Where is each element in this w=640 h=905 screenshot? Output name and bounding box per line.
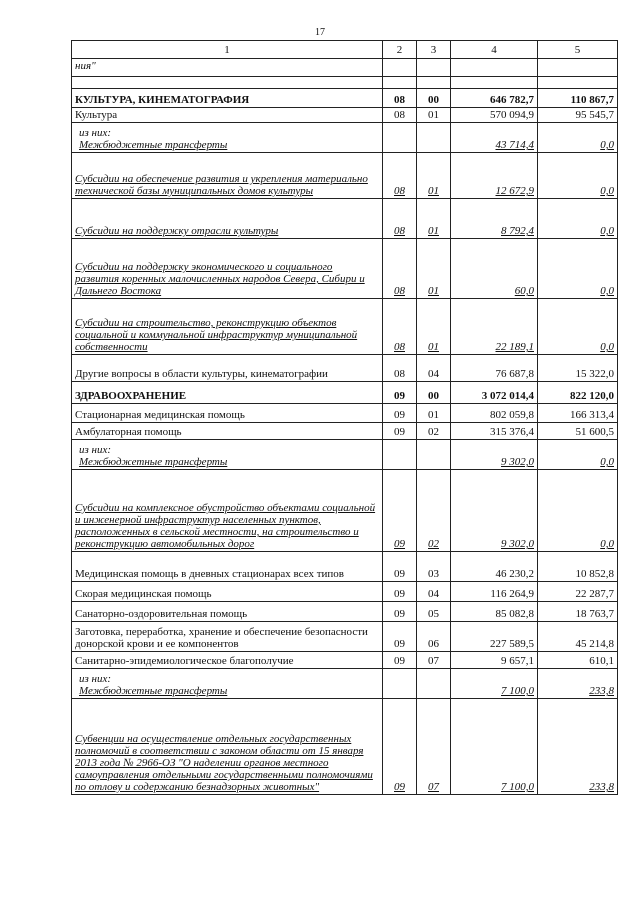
table-row — [72, 108, 618, 123]
table-header-row — [72, 41, 618, 59]
table-row — [72, 423, 618, 440]
row-name: Другие вопросы в области культуры, кинематографии — [72, 355, 383, 382]
row-subsection-code — [417, 59, 451, 77]
row-value-col4: 7 100,0 — [451, 699, 538, 795]
header-col-5: 5 — [538, 41, 618, 59]
table-row — [72, 582, 618, 602]
row-name: Санаторно-оздоровительная помощь — [72, 602, 383, 622]
row-subname: Межбюджетные трансферты — [79, 685, 228, 697]
row-section-code: 09 — [383, 423, 417, 440]
row-subsection-code — [417, 669, 451, 699]
row-name: Медицинская помощь в дневных стационарах всех типов — [72, 552, 383, 582]
row-value-col5: 15 322,0 — [538, 355, 618, 382]
row-subsection-code: 03 — [417, 552, 451, 582]
row-value-col4: 9 302,0 — [451, 440, 538, 470]
row-value-col5: 233,8 — [538, 699, 618, 795]
table-row — [72, 470, 618, 552]
table-row — [72, 622, 618, 652]
row-value-col4: 60,0 — [451, 239, 538, 299]
row-value-col4: 85 082,8 — [451, 602, 538, 622]
row-subsection-code: 02 — [417, 470, 451, 552]
row-subsection-code: 01 — [417, 299, 451, 355]
row-subheading: из них: — [79, 127, 112, 139]
row-value-col4: 9 302,0 — [451, 470, 538, 552]
row-value-col5: 233,8 — [538, 669, 618, 699]
row-section-code: 09 — [383, 582, 417, 602]
row-value-col4: 227 589,5 — [451, 622, 538, 652]
row-value-col5: 0,0 — [538, 123, 618, 153]
header-col-4: 4 — [451, 41, 538, 59]
row-section-code: 09 — [383, 602, 417, 622]
row-section-code: 09 — [383, 552, 417, 582]
row-subsection-code — [417, 123, 451, 153]
row-name: ЗДРАВООХРАНЕНИЕ — [72, 382, 383, 404]
row-section-code: 09 — [383, 470, 417, 552]
table-row — [72, 239, 618, 299]
row-name: Субсидии на поддержку отрасли культуры — [72, 199, 383, 239]
row-name: Заготовка, переработка, хранение и обеспечение безопасности донорской крови и ее компонентов — [72, 622, 383, 652]
row-section-code — [383, 123, 417, 153]
row-section-code: 08 — [383, 89, 417, 108]
row-subsection-code: 01 — [417, 239, 451, 299]
header-col-1: 1 — [72, 41, 383, 59]
row-section-code: 08 — [383, 108, 417, 123]
table-row — [72, 59, 618, 77]
row-name: Амбулаторная помощь — [72, 423, 383, 440]
row-section-code: 08 — [383, 239, 417, 299]
row-name: Субсидии на поддержку экономического и социального развития коренных малочисленных народов Севера, Сибири и Дальнего Востока — [72, 239, 383, 299]
table-row — [72, 669, 618, 699]
row-name: Субсидии на обеспечение развития и укрепления материально технической базы муниципальных домов культуры — [72, 153, 383, 199]
table-row — [72, 602, 618, 622]
row-value-col4: 22 189,1 — [451, 299, 538, 355]
header-col-2: 2 — [383, 41, 417, 59]
header-col-3: 3 — [417, 41, 451, 59]
row-value-col5: 0,0 — [538, 153, 618, 199]
row-section-code: 09 — [383, 652, 417, 669]
row-name: Санитарно-эпидемиологическое благополучие — [72, 652, 383, 669]
row-subsection-code: 01 — [417, 199, 451, 239]
row-section-code: 08 — [383, 299, 417, 355]
row-subheading: из них: — [79, 444, 112, 456]
row-value-col4 — [451, 59, 538, 77]
row-subsection-code: 07 — [417, 652, 451, 669]
row-value-col4: 12 672,9 — [451, 153, 538, 199]
row-value-col4: 116 264,9 — [451, 582, 538, 602]
row-value-col5: 0,0 — [538, 239, 618, 299]
table-row — [72, 153, 618, 199]
page-number: 17 — [315, 27, 325, 38]
row-name: Культура — [72, 108, 383, 123]
row-value-col4: 7 100,0 — [451, 669, 538, 699]
row-value-col5: 10 852,8 — [538, 552, 618, 582]
row-section-code: 09 — [383, 699, 417, 795]
row-value-col5: 0,0 — [538, 199, 618, 239]
row-value-col4: 8 792,4 — [451, 199, 538, 239]
row-value-col4: 646 782,7 — [451, 89, 538, 108]
row-subname: Межбюджетные трансферты — [79, 139, 228, 151]
row-subsection-code: 06 — [417, 622, 451, 652]
row-name: Субсидии на строительство, реконструкцию объектов социальной и коммунальной инфраструктур муниципальной собственности — [72, 299, 383, 355]
row-section-code: 08 — [383, 355, 417, 382]
row-name — [72, 669, 383, 699]
row-value-col5: 22 287,7 — [538, 582, 618, 602]
row-value-col5: 18 763,7 — [538, 602, 618, 622]
row-value-col4: 46 230,2 — [451, 552, 538, 582]
row-subheading: из них: — [79, 673, 112, 685]
row-section-code — [383, 440, 417, 470]
row-subsection-code — [417, 440, 451, 470]
row-value-col4: 3 072 014,4 — [451, 382, 538, 404]
row-subsection-code: 00 — [417, 382, 451, 404]
budget-table — [71, 40, 618, 795]
row-value-col4: 315 376,4 — [451, 423, 538, 440]
row-subsection-code: 01 — [417, 108, 451, 123]
row-value-col4: 43 714,4 — [451, 123, 538, 153]
row-subsection-code: 01 — [417, 404, 451, 423]
row-name: Стационарная медицинская помощь — [72, 404, 383, 423]
table-row — [72, 440, 618, 470]
row-value-col5: 822 120,0 — [538, 382, 618, 404]
table-row — [72, 699, 618, 795]
row-value-col5: 0,0 — [538, 299, 618, 355]
row-section-code: 08 — [383, 199, 417, 239]
row-value-col4: 9 657,1 — [451, 652, 538, 669]
row-subsection-code: 02 — [417, 423, 451, 440]
table-row — [72, 89, 618, 108]
table-row — [72, 355, 618, 382]
row-value-col5: 110 867,7 — [538, 89, 618, 108]
row-subsection-code — [417, 77, 451, 89]
row-name: КУЛЬТУРА, КИНЕМАТОГРАФИЯ — [72, 89, 383, 108]
table-row — [72, 123, 618, 153]
row-name — [72, 77, 383, 89]
row-value-col5 — [538, 77, 618, 89]
row-value-col4 — [451, 77, 538, 89]
table-row — [72, 199, 618, 239]
row-value-col5: 51 600,5 — [538, 423, 618, 440]
row-value-col5: 0,0 — [538, 440, 618, 470]
row-subsection-code: 00 — [417, 89, 451, 108]
row-value-col5: 0,0 — [538, 470, 618, 552]
row-name — [72, 440, 383, 470]
row-value-col5: 166 313,4 — [538, 404, 618, 423]
row-value-col5: 610,1 — [538, 652, 618, 669]
row-value-col4: 76 687,8 — [451, 355, 538, 382]
row-section-code — [383, 59, 417, 77]
row-subsection-code: 07 — [417, 699, 451, 795]
table-row — [72, 77, 618, 89]
row-name: Субсидии на комплексное обустройство объектами социальной и инженерной инфраструктур населенных пунктов, расположенных в сельской местности, на строительство и реконструкцию автомобильных дорог — [72, 470, 383, 552]
row-value-col5: 45 214,8 — [538, 622, 618, 652]
row-subname: Межбюджетные трансферты — [79, 456, 228, 468]
row-section-code: 09 — [383, 382, 417, 404]
row-section-code: 08 — [383, 153, 417, 199]
row-subsection-code: 01 — [417, 153, 451, 199]
row-subsection-code: 04 — [417, 355, 451, 382]
row-value-col5 — [538, 59, 618, 77]
table-row — [72, 404, 618, 423]
row-subsection-code: 04 — [417, 582, 451, 602]
row-section-code: 09 — [383, 404, 417, 423]
row-name: Скорая медицинская помощь — [72, 582, 383, 602]
row-name — [72, 123, 383, 153]
row-section-code — [383, 77, 417, 89]
row-section-code: 09 — [383, 622, 417, 652]
row-value-col4: 802 059,8 — [451, 404, 538, 423]
table-row — [72, 299, 618, 355]
row-subsection-code: 05 — [417, 602, 451, 622]
table-row — [72, 382, 618, 404]
row-section-code — [383, 669, 417, 699]
row-name: ния" — [72, 59, 383, 77]
row-value-col4: 570 094,9 — [451, 108, 538, 123]
table-row — [72, 652, 618, 669]
row-value-col5: 95 545,7 — [538, 108, 618, 123]
row-name: Субвенции на осуществление отдельных государственных полномочий в соответствии с законом области от 15 января 2013 года № 2966-ОЗ "О наделении органов местного самоуправления отдельными государственными полномочиями по отлову и содержанию безнадзорных животных" — [72, 699, 383, 795]
table-row — [72, 552, 618, 582]
table-body — [72, 59, 618, 795]
